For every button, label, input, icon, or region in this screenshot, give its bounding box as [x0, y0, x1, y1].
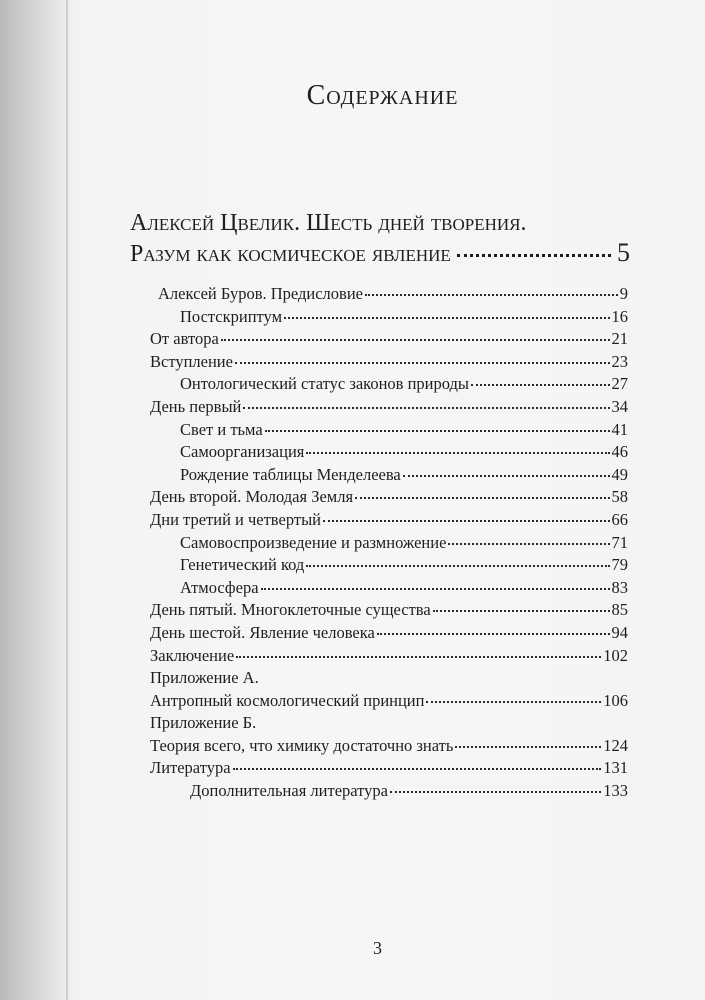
toc-entry [150, 397, 628, 420]
toc-entry-label: Дни третий и четвертый [150, 509, 321, 529]
toc-entry [150, 758, 628, 781]
dot-leader [471, 384, 609, 386]
toc-entry-page: 102 [603, 645, 628, 665]
toc-entry-label: Заключение [150, 645, 235, 665]
toc-entry-page: 23 [611, 351, 628, 371]
dot-leader [403, 475, 610, 477]
dot-leader [455, 746, 601, 748]
toc-entry-label: Самовоспроизведение и размножение [180, 532, 447, 552]
toc-entry-label: Дополнительная литература [190, 781, 388, 801]
toc-entry [150, 510, 628, 533]
toc-entry [150, 736, 628, 759]
main-entry-page: 5 [617, 238, 630, 267]
toc-entry-page: 66 [611, 509, 628, 529]
toc-entry-page: 46 [611, 442, 628, 462]
toc-entry [150, 465, 628, 488]
main-toc-entry [130, 208, 630, 269]
toc-entry-label: Антропный космологический принцип [150, 690, 425, 710]
toc-entry [150, 374, 628, 397]
toc-entry-page: 124 [603, 735, 628, 755]
toc-entry [150, 442, 628, 465]
toc-entry [150, 781, 628, 804]
dot-leader [243, 407, 609, 409]
toc-entry-label: День шестой. Явление человека [150, 622, 375, 642]
toc-entry [150, 646, 628, 669]
toc-entry-page: 133 [603, 781, 628, 801]
main-entry-line1: Алексей Цвелик. Шесть дней творения. [130, 210, 527, 236]
dot-leader [426, 701, 601, 703]
dot-leader [265, 430, 610, 432]
toc-entry-label: Самоорганизация [180, 442, 305, 462]
toc-entry [150, 713, 628, 736]
dot-leader [377, 633, 610, 635]
toc-entry-page: 9 [619, 284, 628, 303]
toc-entry [150, 284, 628, 307]
toc-entry [150, 623, 628, 646]
toc-entry-label: Приложение Б. [150, 713, 257, 733]
toc-entry [150, 329, 628, 352]
toc-entry [150, 578, 628, 601]
toc-entry [150, 307, 628, 330]
toc-entry-label: Рождение таблицы Менделеева [180, 464, 401, 484]
toc-entry-label: День первый [150, 396, 242, 416]
toc-entry-page: 49 [611, 464, 628, 484]
dot-leader [365, 294, 618, 296]
dot-leader [221, 339, 610, 341]
toc-entry [150, 668, 628, 691]
toc-entry-page: 41 [611, 419, 628, 439]
toc-entry-label: Приложение А. [150, 668, 259, 688]
page-spine-shadow [66, 0, 69, 1000]
toc-entry-label: Генетический код [180, 555, 305, 575]
toc-entry-label: День пятый. Многоклеточные существа [150, 600, 431, 620]
toc-entry [150, 691, 628, 714]
dot-leader [235, 362, 610, 364]
toc-entry-page: 58 [611, 487, 628, 507]
toc-entry-label: Литература [150, 758, 231, 778]
toc-entry-page: 16 [611, 306, 628, 326]
toc-list [150, 284, 628, 804]
dot-leader [233, 768, 602, 770]
toc-entry-page: 34 [611, 396, 628, 416]
toc-entry-page: 79 [611, 555, 628, 575]
dot-leader [236, 656, 601, 658]
toc-entry-label: Теория всего, что химику достаточно знать [150, 735, 454, 755]
toc-entry-label: Вступление [150, 351, 233, 371]
page-title: Содержание [306, 80, 459, 111]
page-number: 3 [373, 938, 382, 958]
toc-entry-label: От автора [150, 329, 219, 349]
dot-leader [457, 254, 611, 257]
dot-leader [448, 543, 609, 545]
toc-entry-page: 106 [603, 690, 628, 710]
dot-leader [306, 452, 609, 454]
dot-leader [323, 520, 610, 522]
toc-entry [150, 600, 628, 623]
main-entry-line2: Разум как космическое явление [130, 241, 451, 267]
dot-leader [306, 565, 609, 567]
toc-entry-page: 83 [611, 577, 628, 597]
toc-entry [150, 533, 628, 556]
toc-entry [150, 487, 628, 510]
toc-entry-label: День второй. Молодая Земля [150, 487, 354, 507]
toc-entry-label: Атмосфера [180, 577, 259, 597]
dot-leader [433, 610, 610, 612]
toc-entry-page: 27 [611, 374, 628, 394]
toc-entry-page: 94 [611, 622, 628, 642]
dot-leader [261, 588, 610, 590]
toc-entry [150, 352, 628, 375]
toc-entry [150, 420, 628, 443]
dot-leader [355, 497, 609, 499]
toc-entry-label: Постскриптум [180, 306, 283, 326]
toc-entry [150, 555, 628, 578]
toc-entry-label: Алексей Буров. Предисловие [158, 284, 363, 303]
dot-leader [390, 791, 601, 793]
toc-entry-page: 71 [611, 532, 628, 552]
toc-entry-page: 85 [611, 600, 628, 620]
toc-entry-label: Свет и тьма [180, 419, 263, 439]
main-entry-line2-row [130, 238, 630, 269]
toc-entry-page: 21 [611, 329, 628, 349]
toc-entry-label: Онтологический статус законов природы [180, 374, 470, 394]
toc-entry-page: 131 [603, 758, 628, 778]
dot-leader [284, 317, 609, 319]
